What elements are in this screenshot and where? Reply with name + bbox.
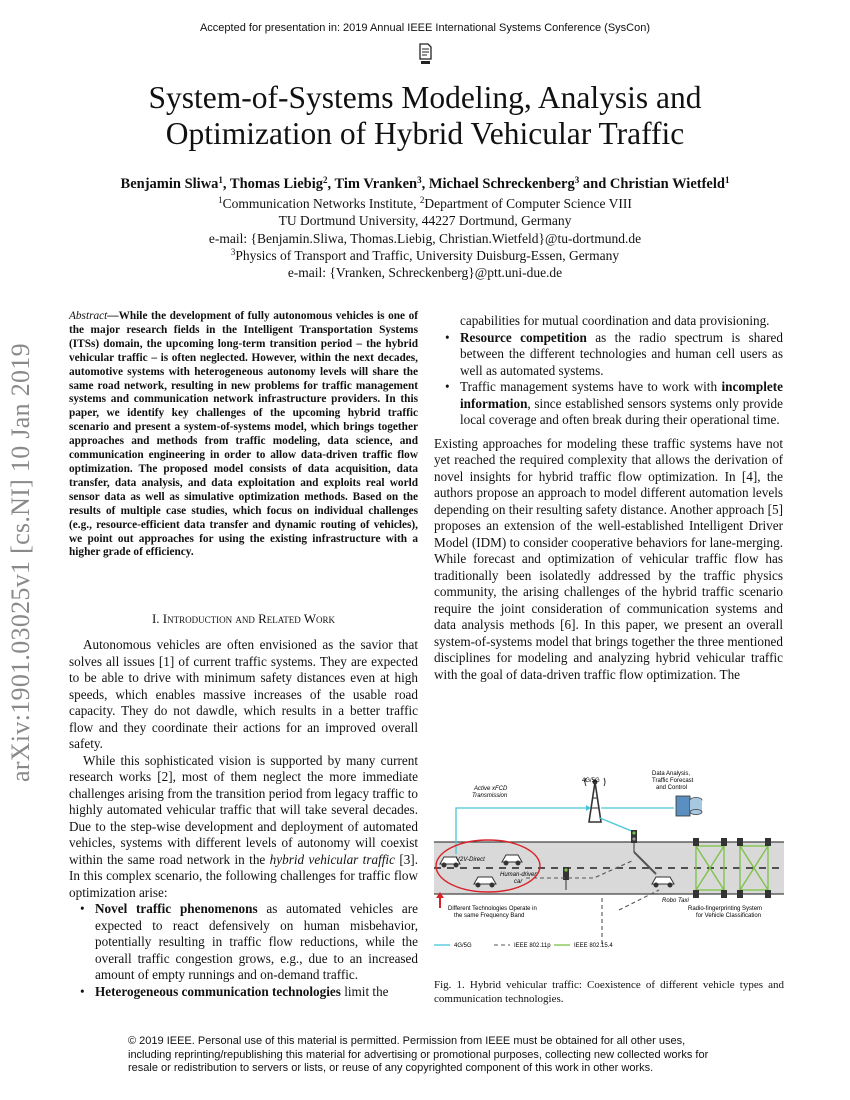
paragraph: Existing approaches for modeling these traffic systems have not yet reached the required complexity that allows the derivation of novel insights for hybrid traffic flow optimization. In [4], the authors propose an approach to model different automation levels depending on their resulting safety distance. Another approach [5] proposes an extension of the well-established Intelligent Driver Model (IDM) to consider cooperative behaviors for lane-merging. While forecast and optimization of vehicular traffic flow has traditionally been isolatedly addressed by the traffic physics community, the arising challenges of the hybrid traffic scenario require the joint consideration of communication systems and data analysis methods [6]. In this paper, we present an overall system-of-systems model that brings together the three mentioned disciplines for modeling and analyzing hybrid vehicular traffic with the goal of data-driven traffic flow optimization. The <box>434 435 783 682</box>
list-item-bold: Heterogeneous communication technologies <box>95 983 341 999</box>
paragraph-emphasis: hybrid vehicular traffic <box>269 851 395 867</box>
affiliation-line-2: TU Dortmund University, 44227 Dortmund, Germany <box>278 213 572 228</box>
author-sup: 2 <box>322 175 328 185</box>
author: Christian Wietfeld <box>609 176 725 192</box>
list-item <box>434 379 783 429</box>
human-driven-label: Human-driven <box>500 872 538 878</box>
author-sep: , <box>327 176 335 192</box>
affil-text: Communication Networks Institute, <box>222 196 420 211</box>
paper-title <box>60 80 790 152</box>
paragraph <box>69 753 418 902</box>
v2v-label: V2V-Direct <box>456 857 485 863</box>
list-item-text: as the radio spectrum is shared between the different technologies and human cell users as well as automated systems. <box>460 329 783 378</box>
author-sep: and <box>579 176 610 192</box>
server-icon <box>676 796 702 816</box>
challenge-list <box>69 901 418 1000</box>
copyright-notice: © 2019 IEEE. Personal use of this material is permitted. Permission from IEEE must be obtained for all other uses, including reprinting/republishing this material for advertising or promotional purposes, collecting new collected works for resale or redistribution to servers or lists, or reuse of any copyrighted component of this work in other works. <box>128 1035 709 1074</box>
affiliation-email-1: e-mail: {Benjamin.Sliwa, Thomas.Liebig, Christian.Wietfeld}@tu-dortmund.de <box>208 231 642 246</box>
list-item-bold: Novel traffic phenomenons <box>95 901 258 916</box>
affil-text: Department of Computer Science VIII <box>424 196 632 211</box>
author: Tim Vranken <box>334 176 418 192</box>
link-4g <box>600 818 634 832</box>
active-xfcd-label: Active xFCD <box>474 786 508 792</box>
list-item-bold: incomplete information <box>460 379 783 411</box>
author-list <box>40 176 810 193</box>
list-item-bold: Resource competition <box>460 329 587 345</box>
list-item-text: limit the <box>340 983 389 999</box>
radio-fingerprint-label: Radio-fingerprinting System <box>688 906 763 912</box>
author-sup: 3 <box>574 175 580 185</box>
robo-taxi-label: Robo Taxi <box>662 898 689 904</box>
diff-tech-label: Different Technologies Operate in <box>448 906 537 912</box>
challenge-list-continued <box>434 330 783 429</box>
list-item-text: , since established sensors systems only provide local coverage and often break during their operational time. <box>460 395 783 427</box>
abstract-body: —While the development of fully autonomous vehicles is one of the major research fields in the Intelligent Transportation Systems (ITSs) domain, the upcoming long-term transition period – the hybrid vehicular traffic – is often neglected. However, within the next decades, automotive systems with heterogeneous autonomy levels will share the same road network, resulting in new problems for traffic management systems and communication network infrastructure providers. In this paper, we identify key challenges of the upcoming hybrid traffic scenario and present a system-of-systems model, which brings together approaches and methods from traffic modeling, data science, and communication engineering in order to allow data-driven traffic flow optimization. The proposed model consists of data acquisition, data transfer, data analysis, and data exploitation and exploits real world sensor data as well as simulative optimization methods. Based on the results of multiple case studies, which focus on individual challenges (e.g., resource-efficient data transfer and dynamic routing of vehicles), we point out approaches for using the existing infrastructure with a higher grade of efficiency. <box>69 310 418 559</box>
abstract <box>69 310 418 560</box>
author-sup: 1 <box>724 175 730 185</box>
abstract-lead: Abstract <box>69 310 108 322</box>
author: Benjamin Sliwa <box>120 176 219 192</box>
section-heading: I. Introduction and Related Work <box>151 611 336 626</box>
author: Michael Schreckenberg <box>428 176 575 192</box>
list-item-text: Traffic management systems have to work with <box>460 379 722 394</box>
document-icon[interactable] <box>419 43 432 70</box>
author-sep: , <box>222 176 230 192</box>
active-xfcd-label: Transmission <box>472 793 508 799</box>
list-item-continuation: capabilities for mutual coordination and data provisioning. <box>460 313 770 328</box>
left-column-body <box>69 637 418 1000</box>
author-sup: 1 <box>218 175 223 185</box>
author-sup: 3 <box>417 175 422 185</box>
title-line-1: System-of-Systems Modeling, Analysis and <box>148 80 702 115</box>
paragraph-text: [3]. In this complex scenario, the following challenges for traffic flow optimization arise: <box>69 851 418 900</box>
data-analysis-label: and Control <box>656 785 688 791</box>
legend-label-4g: 4G/5G <box>454 943 472 949</box>
radio-fingerprint-label: for Vehicle Classification <box>696 913 762 919</box>
list-item-text: as automated vehicles are expected to react defensively on human misbehavior, potentially resulting in traffic flow reductions, while the overall traffic congestion grows, e.g., due to an increased amount of empty runnings and on-demand traffic. <box>95 901 418 982</box>
author: Thomas Liebig <box>229 176 323 192</box>
title-line-2: Optimization of Hybrid Vehicular Traffic <box>165 116 685 151</box>
legend-label-80211p: IEEE 802.11p <box>514 943 551 949</box>
arxiv-identifier[interactable]: arXiv:1901.03025v1 [cs.NI] 10 Jan 2019 <box>6 343 35 782</box>
cell-tower-icon <box>585 778 605 822</box>
affil-text: Physics of Transport and Traffic, University Duisburg-Essen, Germany <box>235 248 620 263</box>
list-item <box>434 330 783 380</box>
affiliation-line-1 <box>40 195 810 212</box>
affiliation-email-2: e-mail: {Vranken, Schreckenberg}@ptt.uni-due.de <box>287 265 563 280</box>
author-sep: , <box>421 176 429 192</box>
paragraph-text: While this sophisticated vision is supported by many current research works [2], most of them neglect the more immediate challenges arising from the transition period from legacy traffic to highly automated vehicular traffic that will take several decades. Due to the step-wise development and deployment of automated vehicles, systems with different levels of autonomy will coexist within the same road network in the <box>69 752 418 867</box>
affiliation-line-4 <box>40 247 810 264</box>
tower-label: 4G/5G <box>582 778 600 784</box>
affil-sup: 3 <box>230 247 236 257</box>
conference-note: Accepted for presentation in: 2019 Annual IEEE International Systems Conference (SysCon) <box>199 22 651 34</box>
affil-sup: 1 <box>218 195 223 205</box>
list-item <box>69 984 418 1001</box>
diff-tech-label: the same Frequency Band <box>454 913 525 919</box>
figure-caption: Fig. 1. Hybrid vehicular traffic: Coexistence of different vehicle types and communication technologies. <box>434 979 784 1005</box>
data-analysis-label: Traffic Forecast <box>652 778 694 784</box>
right-column-body <box>434 313 783 683</box>
affil-sup: 2 <box>419 195 425 205</box>
figure-hybrid-traffic <box>434 760 784 956</box>
human-driven-label: car <box>514 879 523 885</box>
paragraph: Autonomous vehicles are often envisioned as the savior that solves all issues [1] of current traffic systems. They are expected to be able to drive with minimum safety distances even at high speeds, which enables massive increases of the usable road capacity. They do not dawdle, which results in a better traffic flow and they coordinate their actions for an improved overall safety. <box>69 637 418 751</box>
legend-label-802154: IEEE 802.15.4 <box>574 943 613 949</box>
list-item <box>69 901 418 984</box>
data-analysis-label: Data Analysis, <box>652 771 691 777</box>
